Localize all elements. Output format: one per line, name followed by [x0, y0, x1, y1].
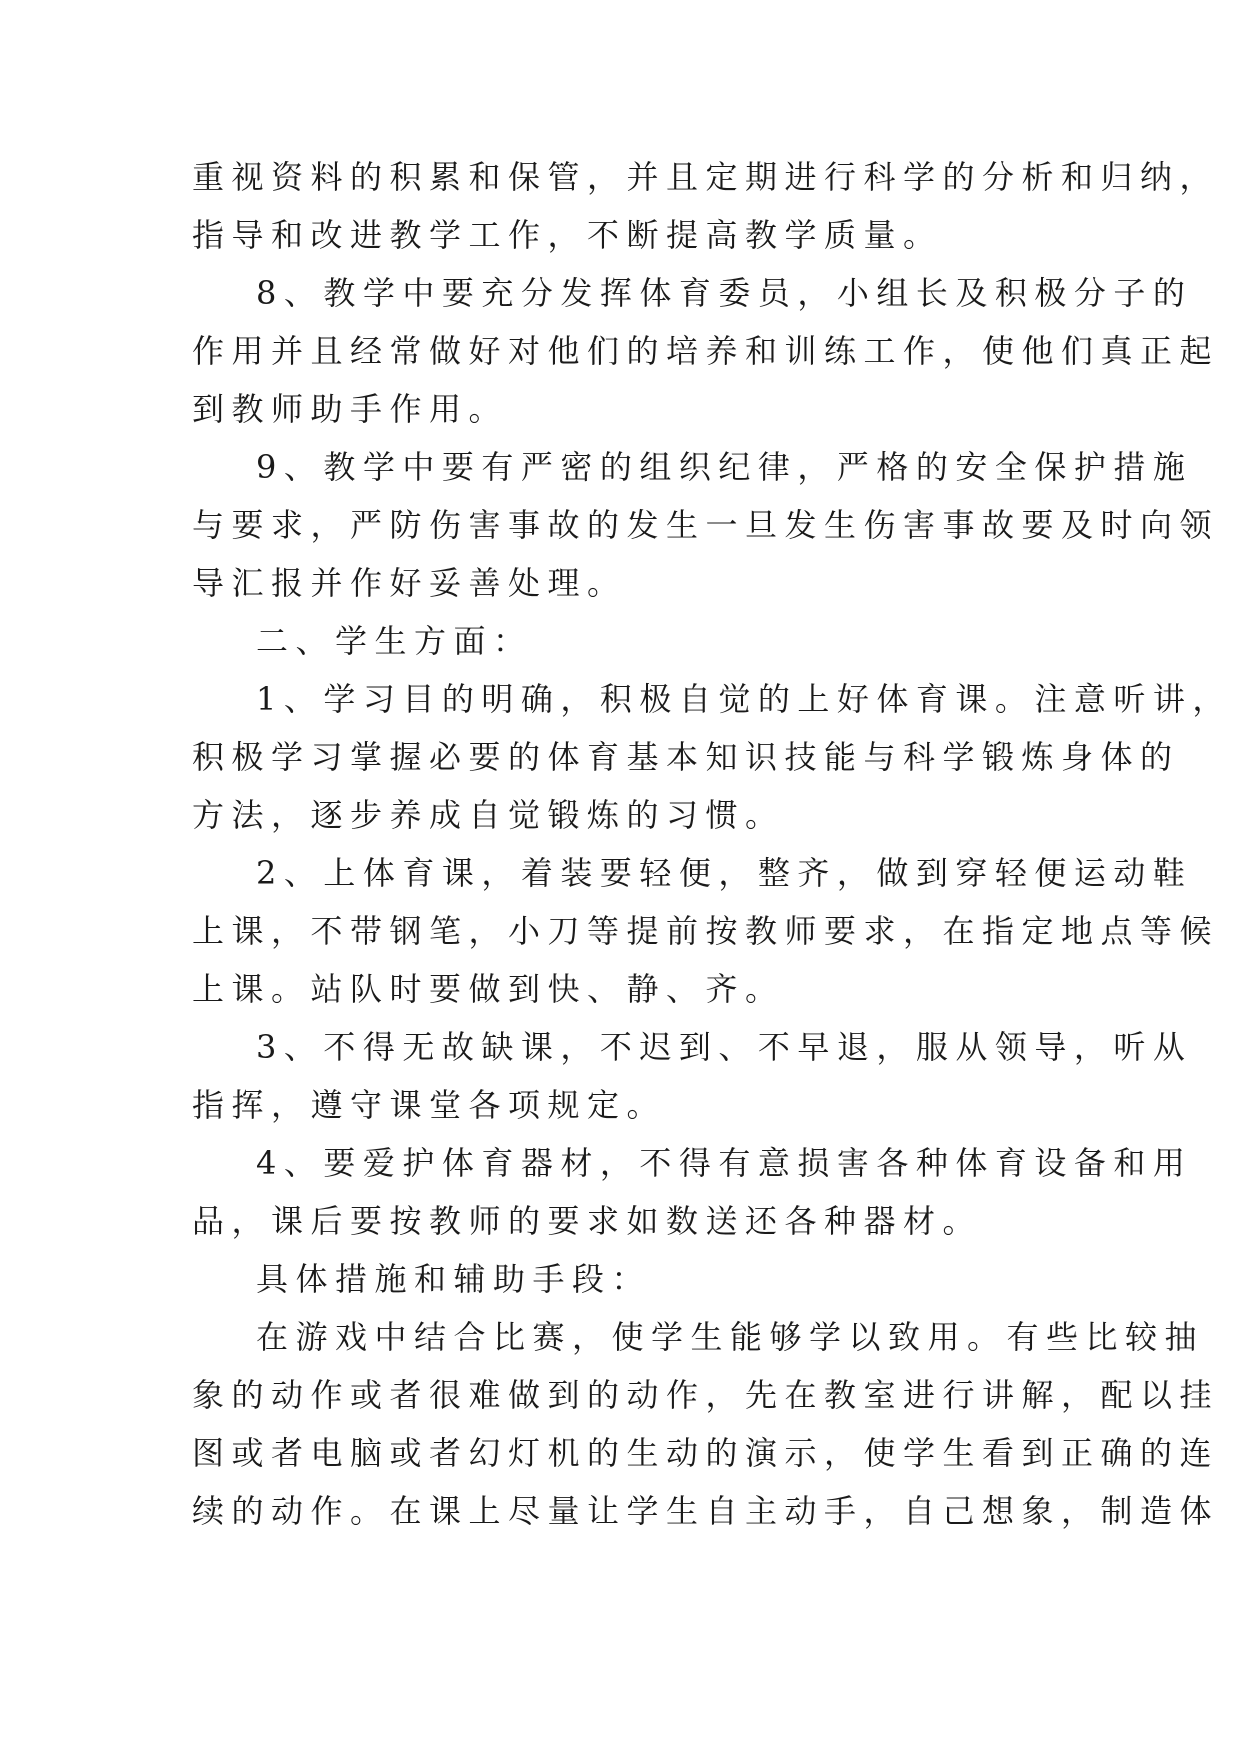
text-line: 象的动作或者很难做到的动作，先在教室进行讲解，配以挂	[192, 1376, 1220, 1414]
text-line: 指导和改进教学工作，不断提高教学质量。	[192, 216, 943, 254]
text-line: 积极学习掌握必要的体育基本知识技能与科学锻炼身体的	[192, 738, 1180, 776]
text-line: 图或者电脑或者幻灯机的生动的演示，使学生看到正确的连	[192, 1434, 1220, 1472]
document-page	[192, 148, 1232, 1540]
text-line: 上课。站队时要做到快、静、齐。	[192, 970, 785, 1008]
text-line: 指挥，遵守课堂各项规定。	[192, 1086, 667, 1124]
text-line: 续的动作。在课上尽量让学生自主动手，自己想象，制造体	[192, 1492, 1220, 1530]
text-line: 1、学习目的明确，积极自觉的上好体育课。注意听讲，	[256, 680, 1232, 718]
text-line: 作用并且经常做好对他们的培养和训练工作，使他们真正起	[192, 332, 1220, 370]
text-line: 上课，不带钢笔，小刀等提前按教师要求，在指定地点等候	[192, 912, 1220, 950]
text-line: 在游戏中结合比赛，使学生能够学以致用。有些比较抽	[256, 1318, 1205, 1356]
text-line: 8、教学中要充分发挥体育委员，小组长及积极分子的	[256, 274, 1193, 312]
text-line: 方法，逐步养成自觉锻炼的习惯。	[192, 796, 785, 834]
text-line: 重视资料的积累和保管，并且定期进行科学的分析和归纳，	[192, 158, 1220, 196]
section-heading: 具体措施和辅助手段：	[256, 1260, 652, 1298]
text-line: 3、不得无故缺课，不迟到、不早退，服从领导，听从	[256, 1028, 1193, 1066]
text-line: 品，课后要按教师的要求如数送还各种器材。	[192, 1202, 983, 1240]
text-line: 与要求，严防伤害事故的发生一旦发生伤害事故要及时向领	[192, 506, 1220, 544]
section-heading: 二、学生方面：	[256, 622, 533, 660]
text-line: 导汇报并作好妥善处理。	[192, 564, 627, 602]
text-line: 9、教学中要有严密的组织纪律，严格的安全保护措施	[256, 448, 1193, 486]
text-line: 到教师助手作用。	[192, 390, 509, 428]
text-line: 4、要爱护体育器材，不得有意损害各种体育设备和用	[256, 1144, 1193, 1182]
text-line: 2、上体育课，着装要轻便，整齐，做到穿轻便运动鞋	[256, 854, 1193, 892]
